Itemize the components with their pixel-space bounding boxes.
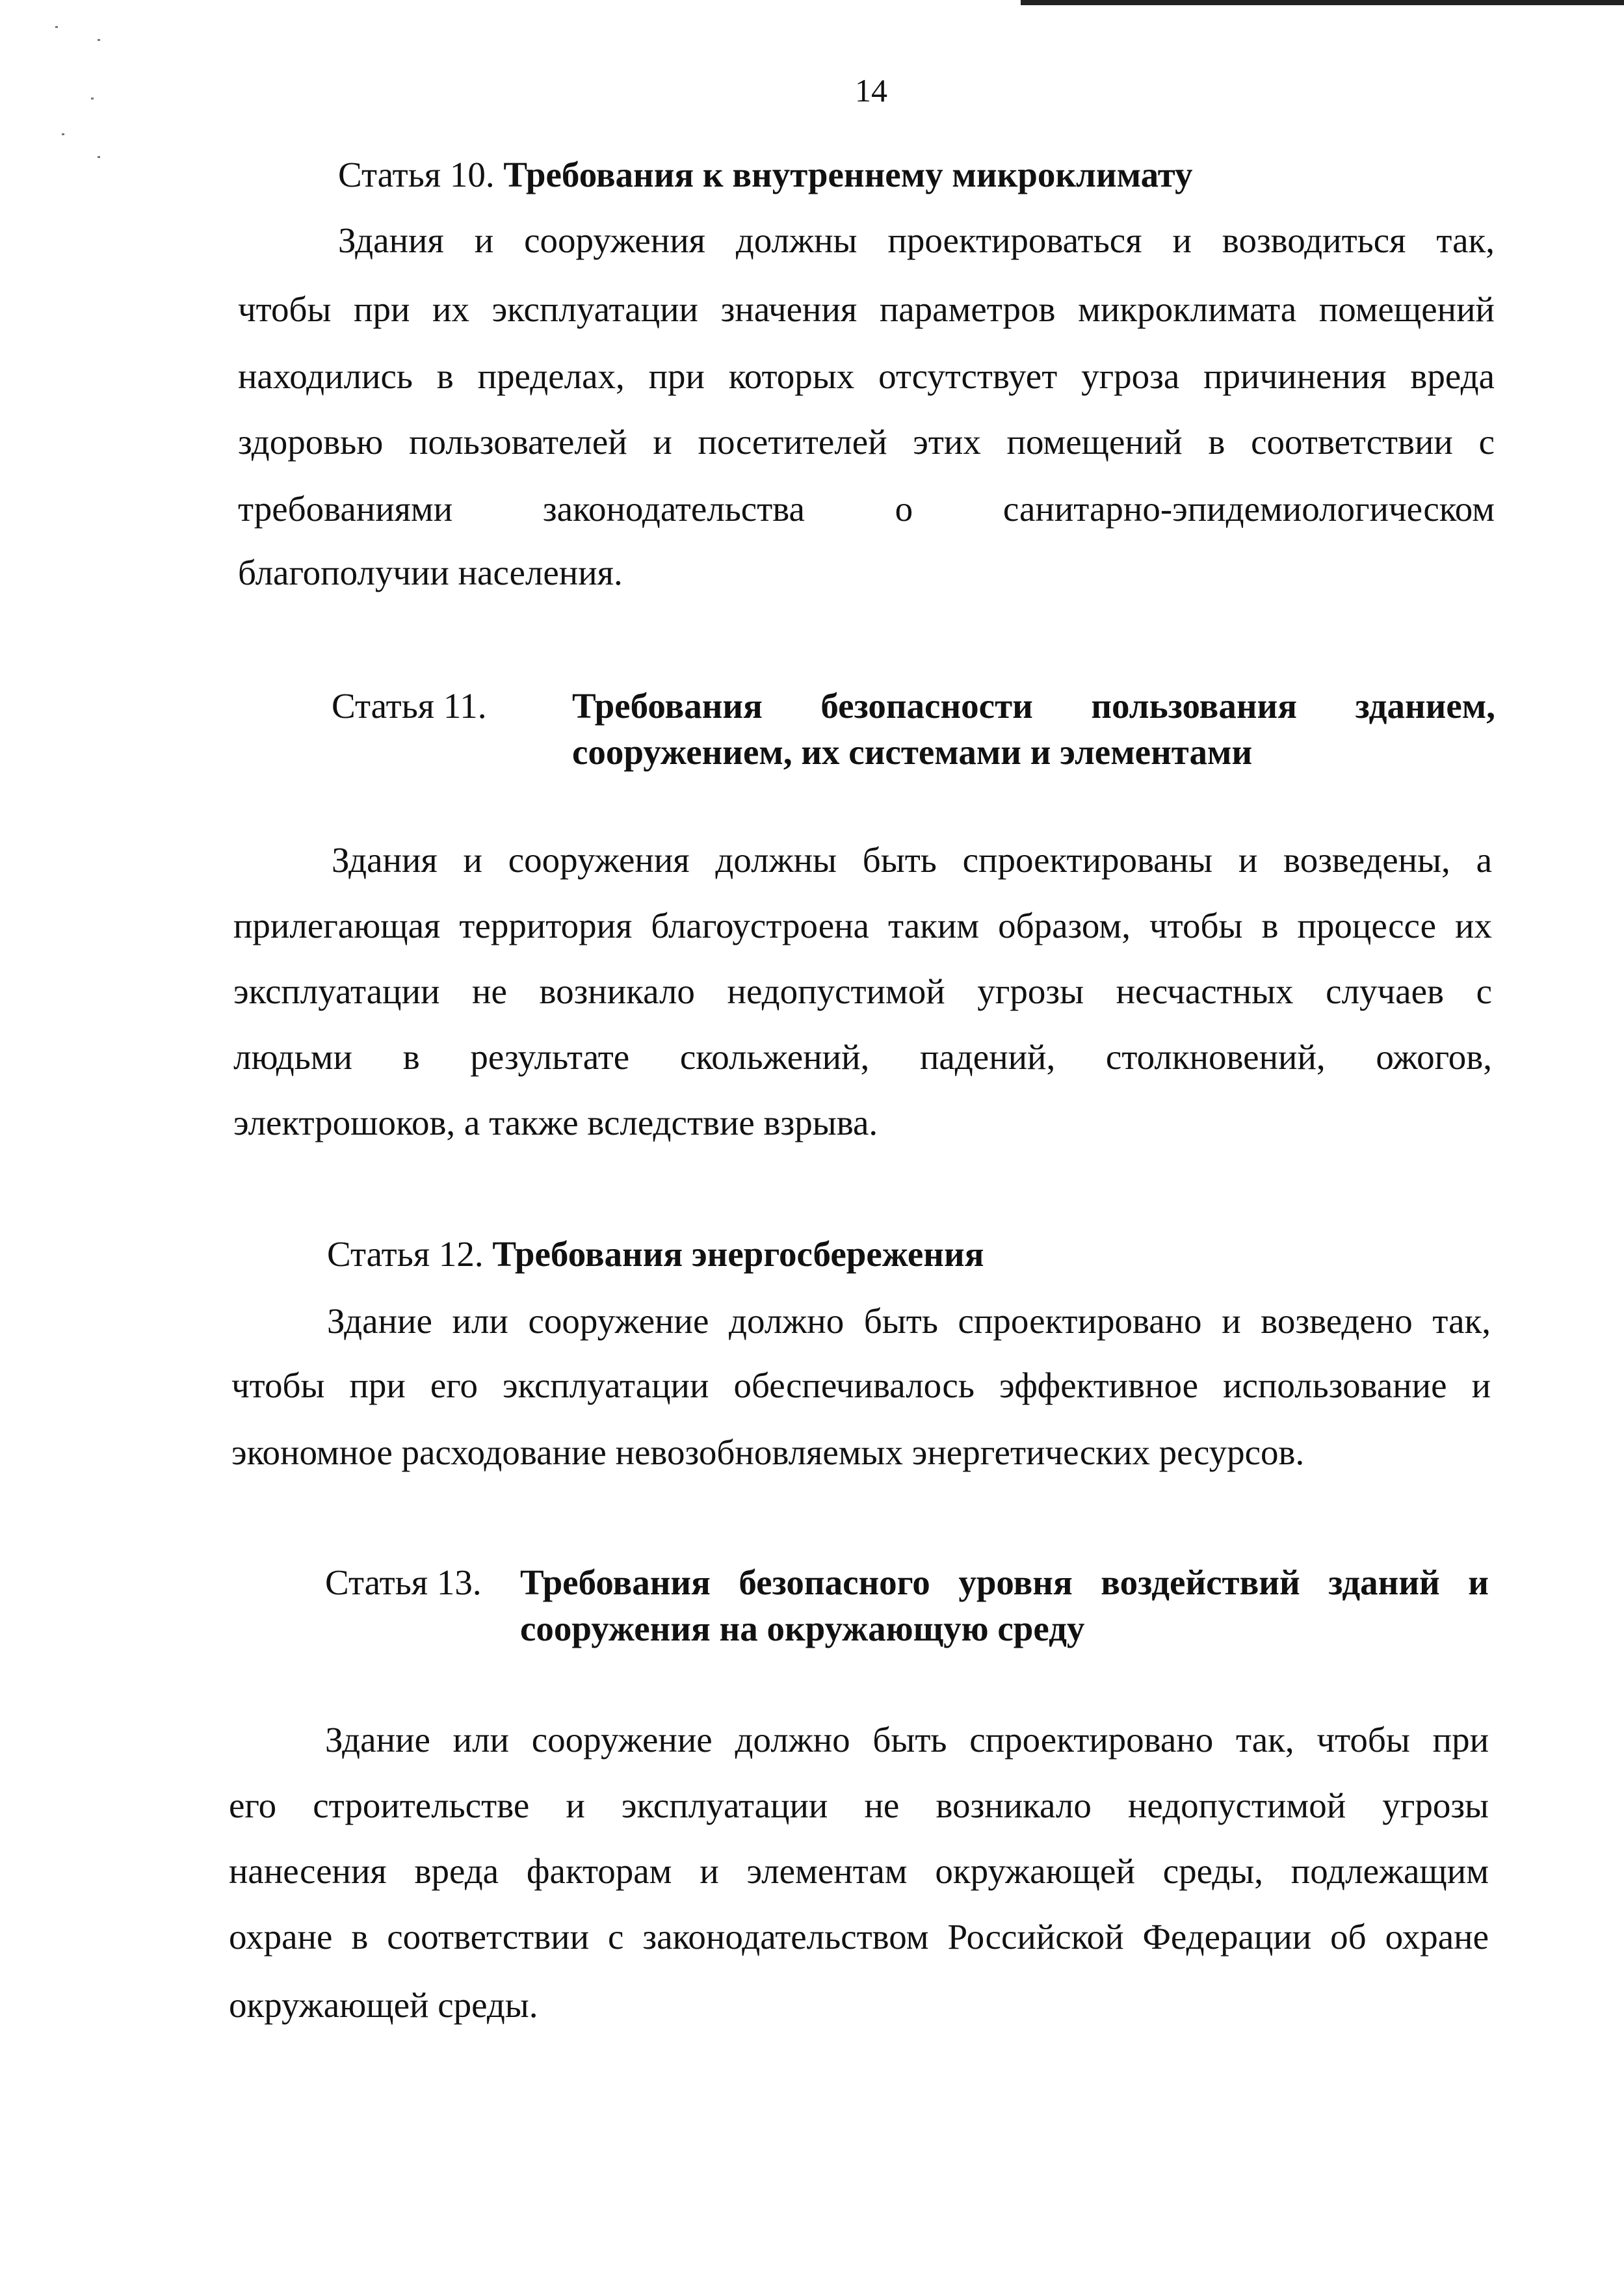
paragraph-line: здоровью пользователей и посетителей этих помещений в соответствии с [238, 422, 1495, 462]
paragraph-line: его строительстве и эксплуатации не возникало недопустимой угрозы [229, 1786, 1489, 1825]
scan-edge-line [1021, 0, 1624, 5]
paragraph-line: Здание или сооружение должно быть спроектировано так, чтобы при [325, 1720, 1489, 1760]
article-title: сооружения на окружающую среду [520, 1609, 1085, 1648]
article-label: Статья 11. [332, 686, 487, 726]
scan-speck [91, 98, 94, 99]
scan-speck [98, 39, 100, 41]
paragraph-line: Здания и сооружения должны проектироваться и возводиться так, [338, 220, 1495, 260]
article-10-heading [338, 152, 1193, 198]
page-number: 14 [855, 72, 887, 109]
article-title: сооружением, их системами и элементами [572, 732, 1253, 772]
paragraph-line: экономное расходование невозобновляемых энергетических ресурсов. [231, 1432, 1305, 1472]
paragraph-line: охране в соответствии с законодательством Российской Федерации об охране [229, 1917, 1489, 1957]
paragraph-line: людьми в результате скольжений, падений, столкновений, ожогов, [233, 1037, 1492, 1077]
scan-speck [98, 156, 100, 158]
article-12-heading [327, 1231, 984, 1278]
paragraph-line: окружающей среды. [229, 1985, 538, 2025]
paragraph-line: требованиями законодательства о санитарно-эпидемиологическом [238, 489, 1495, 529]
paragraph-line: находились в пределах, при которых отсутствует угроза причинения вреда [238, 356, 1495, 396]
article-title: Требования безопасности пользования зданием, [572, 686, 1495, 726]
paragraph-line: электрошоков, а также вследствие взрыва. [233, 1103, 878, 1142]
article-title: Требования к внутреннему микроклимату [503, 155, 1193, 194]
paragraph-line: нанесения вреда факторам и элементам окружающей среды, подлежащим [229, 1851, 1489, 1891]
paragraph-line: Здания и сооружения должны быть спроектированы и возведены, а [332, 840, 1492, 880]
paragraph-line: чтобы при их эксплуатации значения параметров микроклимата помещений [238, 289, 1495, 329]
article-title: Требования безопасного уровня воздействий зданий и [520, 1562, 1489, 1602]
paragraph-line: эксплуатации не возникало недопустимой угрозы несчастных случаев с [233, 971, 1492, 1011]
article-label: Статья 13. [325, 1562, 482, 1602]
paragraph-line: чтобы при его эксплуатации обеспечивалось эффективное использование и [231, 1365, 1491, 1405]
article-label: Статья 10. [338, 155, 495, 194]
article-label: Статья 12. [327, 1234, 484, 1274]
scan-speck [55, 26, 58, 28]
paragraph-line: Здание или сооружение должно быть спроектировано и возведено так, [327, 1301, 1491, 1341]
paragraph-line: благополучии населения. [238, 553, 623, 592]
scan-speck [62, 133, 64, 135]
article-title: Требования энергосбережения [492, 1234, 984, 1274]
paragraph-line: прилегающая территория благоустроена таким образом, чтобы в процессе их [233, 906, 1492, 945]
